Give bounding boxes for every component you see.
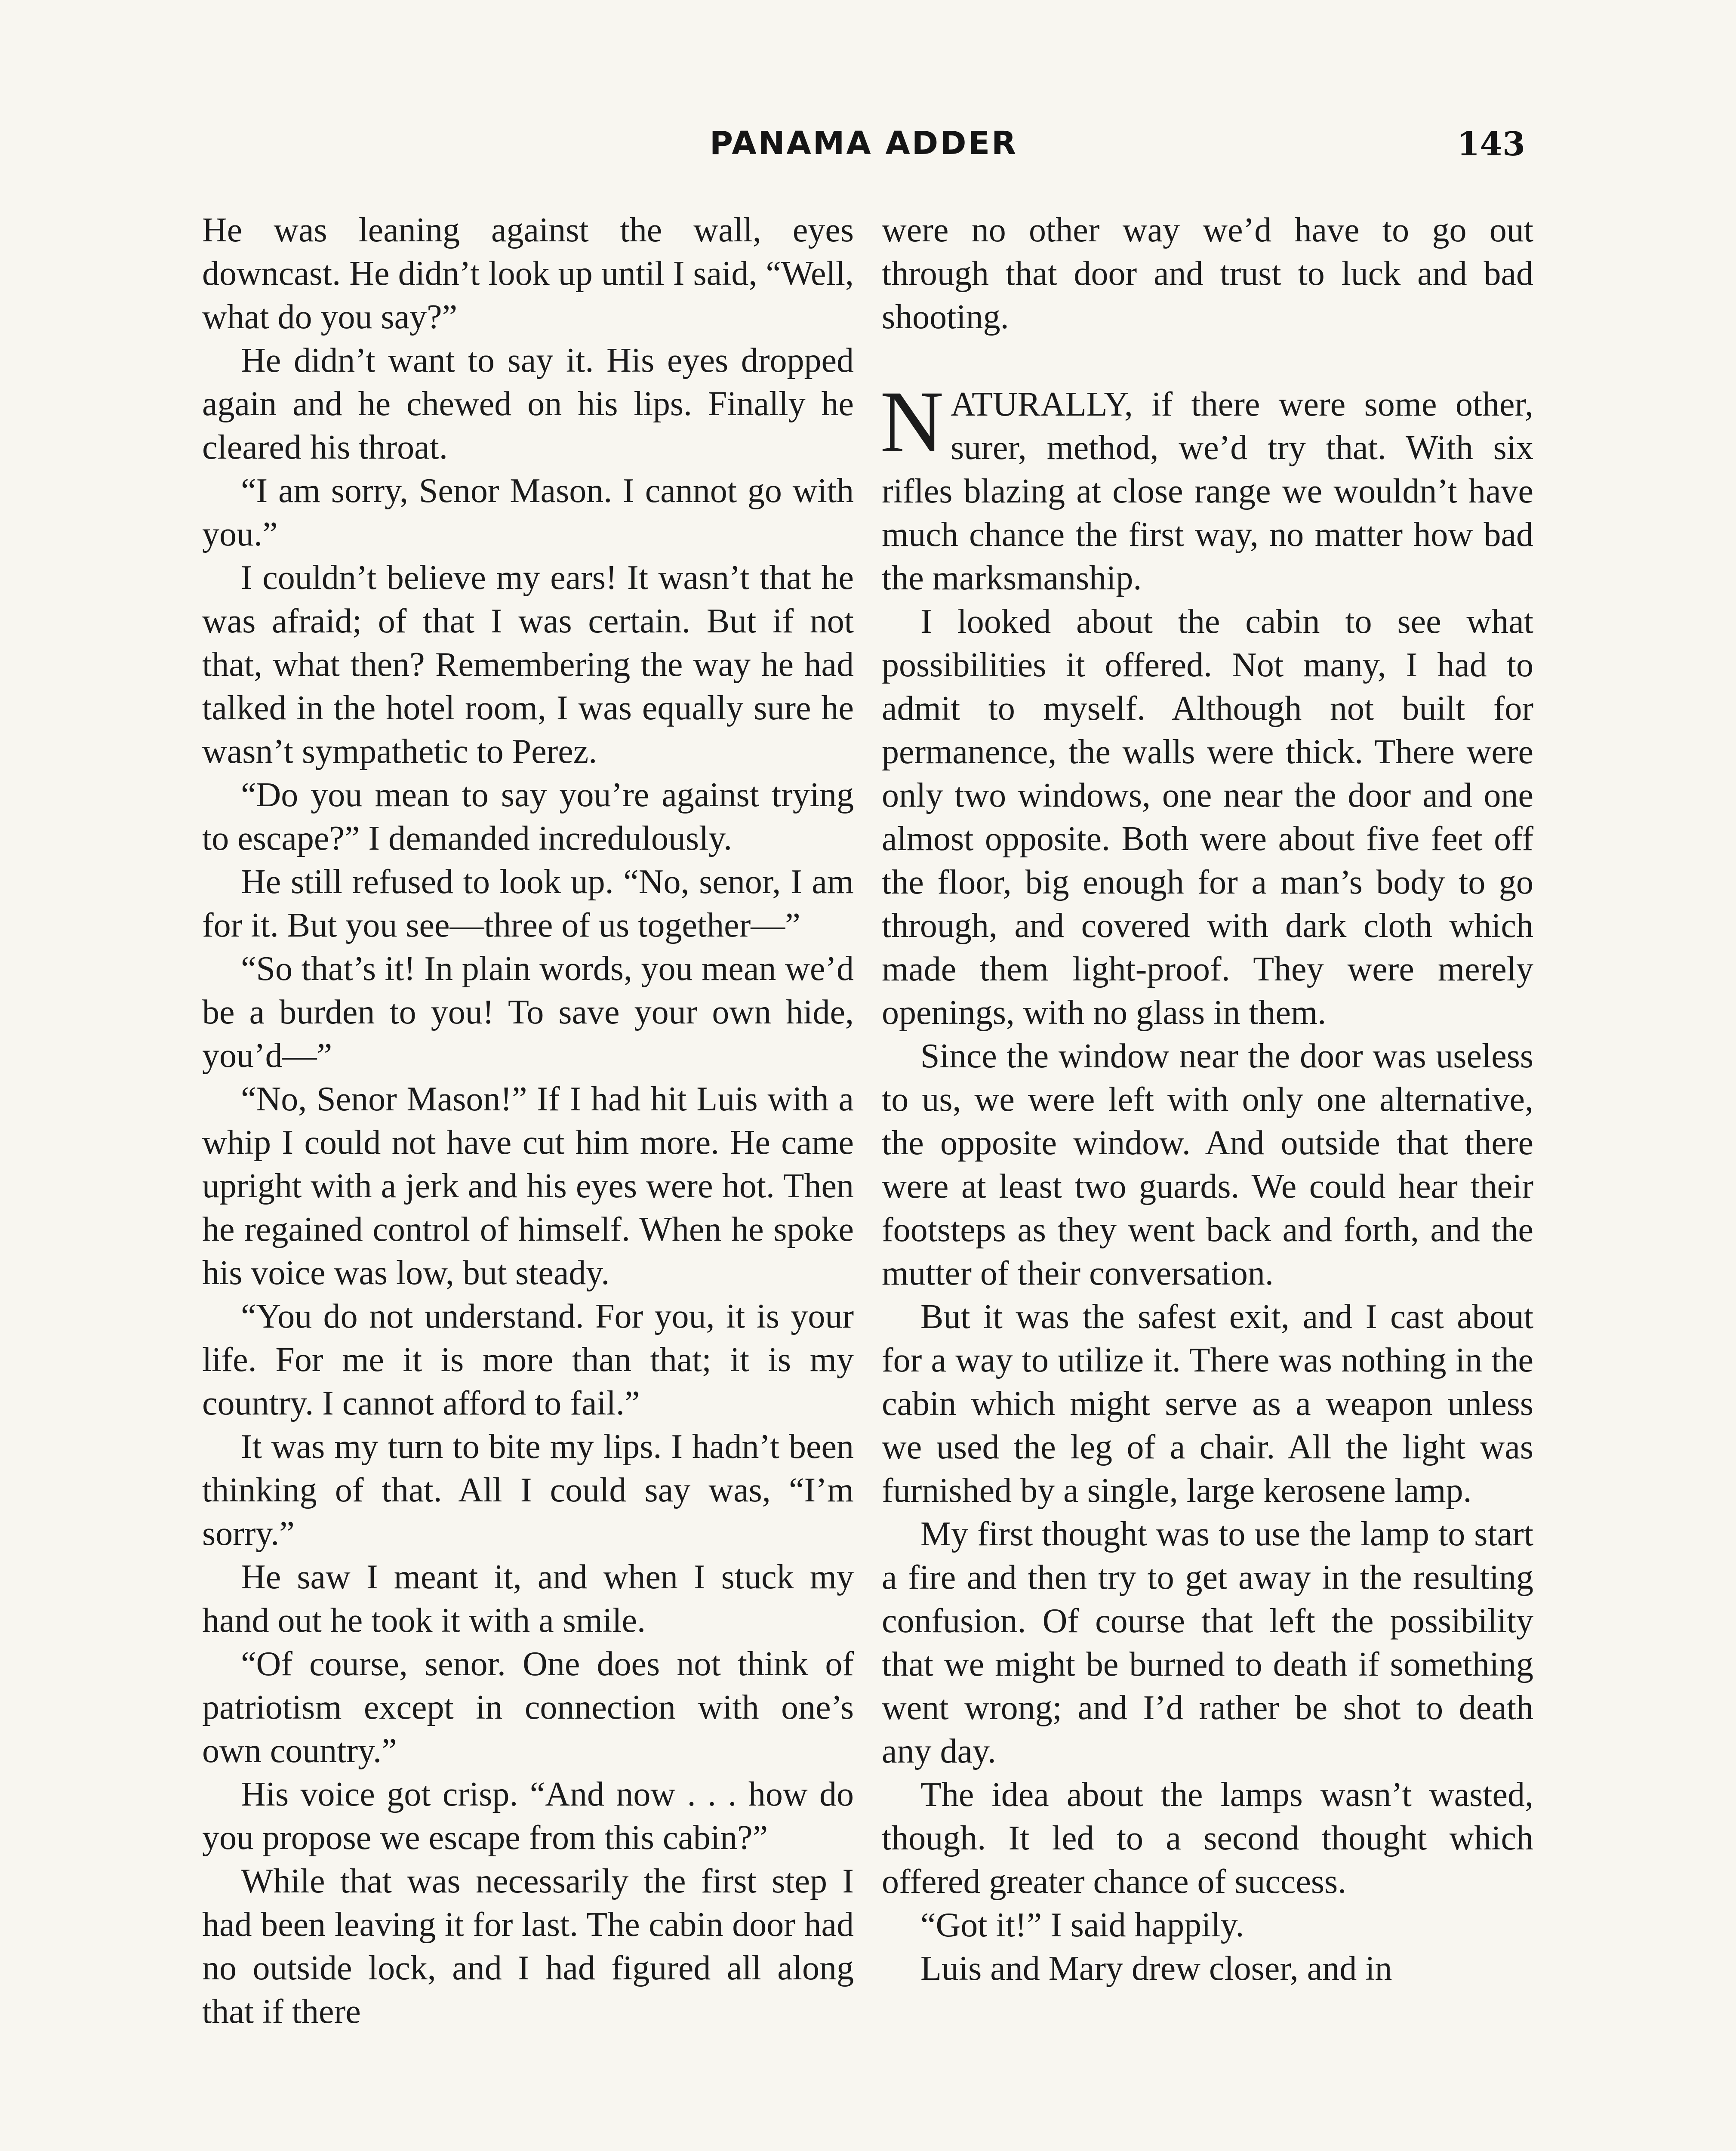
section-opening-text: ATURALLY, if there were some other, surer, method, we’d try that. With six rifles blazing at close range we wouldn’t have much chance the first way, no matter how bad the marksmanship. <box>882 385 1533 597</box>
page-header <box>202 125 1525 172</box>
paragraph: He didn’t want to say it. His eyes dropped again and he chewed on his lips. Finally he cleared his throat. <box>202 342 854 466</box>
paragraph: He saw I meant it, and when I stuck my hand out he took it with a smile. <box>202 1558 854 1639</box>
paragraph: “Do you mean to say you’re against trying to escape?” I demanded incredulously. <box>202 776 854 857</box>
paragraph: He still refused to look up. “No, senor, I am for it. But you see—three of us together—” <box>202 863 854 944</box>
paragraph: “I am sorry, Senor Mason. I cannot go with you.” <box>202 472 854 553</box>
section-opening-paragraph <box>880 373 1533 600</box>
page-number: 143 <box>1457 125 1525 163</box>
paragraph: “Got it!” I said happily. <box>920 1906 1244 1944</box>
paragraph: It was my turn to bite my lips. I hadn’t been thinking of that. All I could say was, “I’m sorry.” <box>202 1428 854 1553</box>
paragraph: His voice got crisp. “And now . . . how do you propose we escape from this cabin?” <box>202 1775 854 1857</box>
paragraph: “You do not understand. For you, it is your life. For me it is more than that; it is my country. I cannot afford to fail.” <box>202 1297 854 1422</box>
paragraph: The idea about the lamps wasn’t wasted, though. It led to a second thought which offered greater chance of success. <box>882 1776 1533 1901</box>
left-column <box>202 209 854 2034</box>
continuation-paragraph: were no other way we’d have to go out through that door and trust to luck and bad shooting. <box>882 211 1533 336</box>
drop-cap: N <box>880 373 944 471</box>
paragraph: He was leaning against the wall, eyes downcast. He didn’t look up until I said, “Well, what do you say?” <box>202 211 854 336</box>
paragraph: While that was necessarily the first step I had been leaving it for last. The cabin door had no outside lock, and I had figured all along that if there <box>202 1862 854 2031</box>
paragraph: “So that’s it! In plain words, you mean we’d be a burden to you! To save your own hide, you’d—” <box>202 950 854 1075</box>
paragraph: “No, Senor Mason!” If I had hit Luis with a whip I could not have cut him more. He came upright with a jerk and his eyes were hot. Then he regained control of himself. When he spoke his voice was low, but steady. <box>202 1080 854 1292</box>
paragraph: My first thought was to use the lamp to start a fire and then try to get away in the resulting confusion. Of course that left the possibility that we might be burned to death if something went wrong; and I’d rather be shot to death any day. <box>882 1515 1533 1770</box>
paragraph: Since the window near the door was useless to us, we were left with only one alternative, the opposite window. And outside that there were at least two guards. We could hear their footsteps as they went back and forth, and the mutter of their conversation. <box>882 1037 1533 1292</box>
right-column <box>882 209 1533 1991</box>
paragraph: Luis and Mary drew closer, and in <box>920 1950 1392 1988</box>
running-title: PANAMA ADDER <box>709 125 1018 162</box>
paragraph: “Of course, senor. One does not think of patriotism except in connection with one’s own country.” <box>202 1645 854 1770</box>
paragraph: But it was the safest exit, and I cast about for a way to utilize it. There was nothing in the cabin which might serve as a weapon unless we used the leg of a chair. All the light was furnished by a single, large kerosene lamp. <box>882 1298 1533 1510</box>
paragraph: I couldn’t believe my ears! It wasn’t that he was afraid; of that I was certain. But if not that, what then? Remembering the way he had talked in the hotel room, I was equally sure he wasn’t sympathetic to Perez. <box>202 559 854 770</box>
paragraph: I looked about the cabin to see what possibilities it offered. Not many, I had to admit to myself. Although not built for permanence, the walls were thick. There were only two windows, one near the door and one almost opposite. Both were about five feet off the floor, big enough for a man’s body to go through, and covered with dark cloth which made them light-proof. They were merely openings, with no glass in them. <box>882 603 1533 1032</box>
